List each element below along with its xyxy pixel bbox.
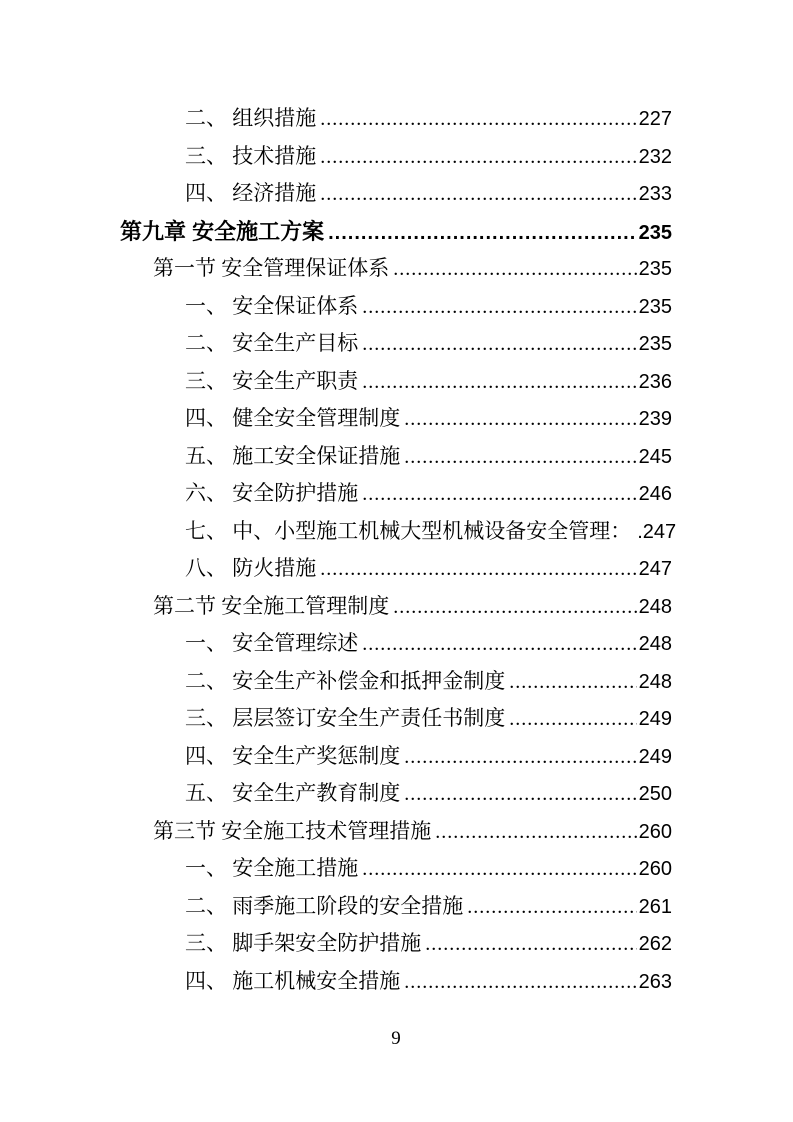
toc-entry-title: 一、 安全施工措施 bbox=[185, 856, 359, 880]
toc-leader-dots bbox=[316, 100, 636, 139]
toc-leader-dots bbox=[505, 663, 636, 702]
toc-leader-dots bbox=[400, 775, 636, 814]
toc-entry-title: 二、 安全生产目标 bbox=[185, 331, 359, 355]
toc-page-number: 236 bbox=[638, 370, 672, 393]
toc-leader-dots bbox=[316, 550, 636, 589]
toc-entry[interactable] bbox=[120, 963, 672, 1001]
toc-entry-title: 四、 施工机械安全措施 bbox=[185, 968, 401, 993]
toc-entry-title: 一、 安全管理综述 bbox=[185, 631, 359, 655]
page-footer-number: 9 bbox=[391, 1028, 401, 1049]
toc-page-number: 227 bbox=[638, 108, 672, 130]
toc-leader-dots bbox=[505, 700, 636, 739]
toc-entry[interactable] bbox=[120, 400, 672, 438]
toc-entry[interactable] bbox=[120, 475, 672, 513]
toc-page-number: 248 bbox=[638, 670, 672, 693]
toc-leader-dots bbox=[316, 138, 636, 177]
toc-page-number: 261 bbox=[638, 895, 672, 918]
toc-leader-dots bbox=[316, 175, 636, 214]
toc-entry[interactable] bbox=[120, 850, 672, 888]
toc-page-number: 260 bbox=[638, 858, 672, 880]
toc-entry-title: 四、 安全生产奖惩制度 bbox=[185, 743, 401, 768]
toc-leader-dots bbox=[400, 438, 636, 477]
toc-entry-title: 八、 防火措施 bbox=[185, 556, 317, 580]
toc-entry-title: 一、 安全保证体系 bbox=[185, 293, 359, 318]
toc-entry-title: 六、 安全防护措施 bbox=[185, 481, 359, 505]
toc-entry[interactable] bbox=[120, 325, 672, 363]
toc-entry-title: 五、 施工安全保证措施 bbox=[185, 443, 401, 468]
toc-page-number: 247 bbox=[638, 558, 672, 580]
toc-leader-dots bbox=[358, 325, 636, 364]
toc-entry[interactable] bbox=[120, 513, 677, 551]
toc-entry[interactable] bbox=[120, 138, 672, 176]
toc-entry-title: 五、 安全生产教育制度 bbox=[185, 781, 401, 805]
toc-page-number: 235 bbox=[638, 333, 672, 355]
toc-entry[interactable] bbox=[120, 588, 672, 626]
toc-leader-dots bbox=[358, 363, 636, 402]
toc-list bbox=[120, 100, 677, 1000]
toc-entry[interactable] bbox=[120, 213, 672, 251]
toc-leader-dots bbox=[358, 475, 636, 514]
toc-page-number: 263 bbox=[638, 970, 672, 993]
toc-entry[interactable] bbox=[120, 625, 672, 663]
toc-page-number: 233 bbox=[638, 183, 672, 205]
toc-page-number: 249 bbox=[638, 745, 672, 768]
toc-entry-title: 第三节 安全施工技术管理措施 bbox=[153, 818, 432, 843]
toc-leader-dots bbox=[389, 250, 636, 289]
toc-page-number: 245 bbox=[638, 445, 672, 468]
toc-entry-title: 三、 脚手架安全防护措施 bbox=[185, 931, 422, 955]
toc-leader-dots bbox=[463, 888, 636, 927]
toc-entry-title: 三、 层层签订安全生产责任书制度 bbox=[185, 706, 506, 730]
toc-page-number: 249 bbox=[638, 708, 672, 730]
toc-page-number: 250 bbox=[638, 783, 672, 805]
toc-page-number: 235 bbox=[638, 258, 672, 280]
toc-entry-title: 第一节 安全管理保证体系 bbox=[153, 256, 390, 280]
toc-entry[interactable] bbox=[120, 775, 672, 813]
toc-leader-dots bbox=[400, 400, 636, 439]
toc-entry[interactable] bbox=[120, 438, 672, 476]
toc-leader-dots bbox=[358, 288, 636, 327]
toc-entry-title: 第二节 安全施工管理制度 bbox=[153, 593, 390, 618]
toc-entry-title: 二、 雨季施工阶段的安全措施 bbox=[185, 893, 464, 918]
toc-entry[interactable] bbox=[120, 813, 672, 851]
toc-entry[interactable] bbox=[120, 175, 672, 213]
toc-leader-dots bbox=[358, 850, 636, 889]
toc-page-number: 260 bbox=[638, 820, 672, 843]
toc-entry[interactable] bbox=[120, 288, 672, 326]
toc-leader-dots bbox=[358, 625, 636, 664]
toc-entry-title: 四、 经济措施 bbox=[185, 181, 317, 205]
toc-leader-dots bbox=[389, 588, 636, 627]
toc-leader-dots bbox=[421, 925, 636, 964]
toc-page-number: 248 bbox=[638, 633, 672, 655]
toc-entry[interactable] bbox=[120, 250, 672, 288]
toc-entry[interactable] bbox=[120, 888, 672, 926]
toc-entry[interactable] bbox=[120, 100, 672, 138]
toc-entry-title: 二、 安全生产补偿金和抵押金制度 bbox=[185, 668, 506, 693]
toc-leader-dots bbox=[400, 738, 636, 777]
toc-page-number: 262 bbox=[638, 933, 672, 955]
toc-entry[interactable] bbox=[120, 738, 672, 776]
toc-entry-title: 七、 中、小型施工机械大型机械设备安全管理： bbox=[185, 518, 632, 543]
toc-leader-dots bbox=[400, 963, 636, 1002]
toc-entry-title: 四、 健全安全管理制度 bbox=[185, 406, 401, 430]
toc-entry[interactable] bbox=[120, 550, 672, 588]
toc-leader-dots bbox=[324, 213, 637, 253]
toc-page-number: 232 bbox=[638, 145, 672, 168]
toc-leader-dots bbox=[431, 813, 636, 852]
toc-entry[interactable] bbox=[120, 363, 672, 401]
toc-entry-title: 三、 技术措施 bbox=[185, 143, 317, 168]
toc-page-number: 235 bbox=[638, 221, 672, 244]
toc-entry-title: 二、 组织措施 bbox=[185, 106, 317, 130]
toc-page-number: 239 bbox=[638, 408, 672, 430]
toc-entry[interactable] bbox=[120, 700, 672, 738]
toc-entry[interactable] bbox=[120, 925, 672, 963]
toc-page-number: 246 bbox=[638, 483, 672, 505]
toc-entry-title: 第九章 安全施工方案 bbox=[120, 218, 325, 244]
toc-entry-title: 三、 安全生产职责 bbox=[185, 368, 359, 393]
toc-page-number: .247 bbox=[637, 520, 677, 543]
toc-page-number: 235 bbox=[638, 295, 672, 318]
toc-entry[interactable] bbox=[120, 663, 672, 701]
toc-page-number: 248 bbox=[638, 595, 672, 618]
